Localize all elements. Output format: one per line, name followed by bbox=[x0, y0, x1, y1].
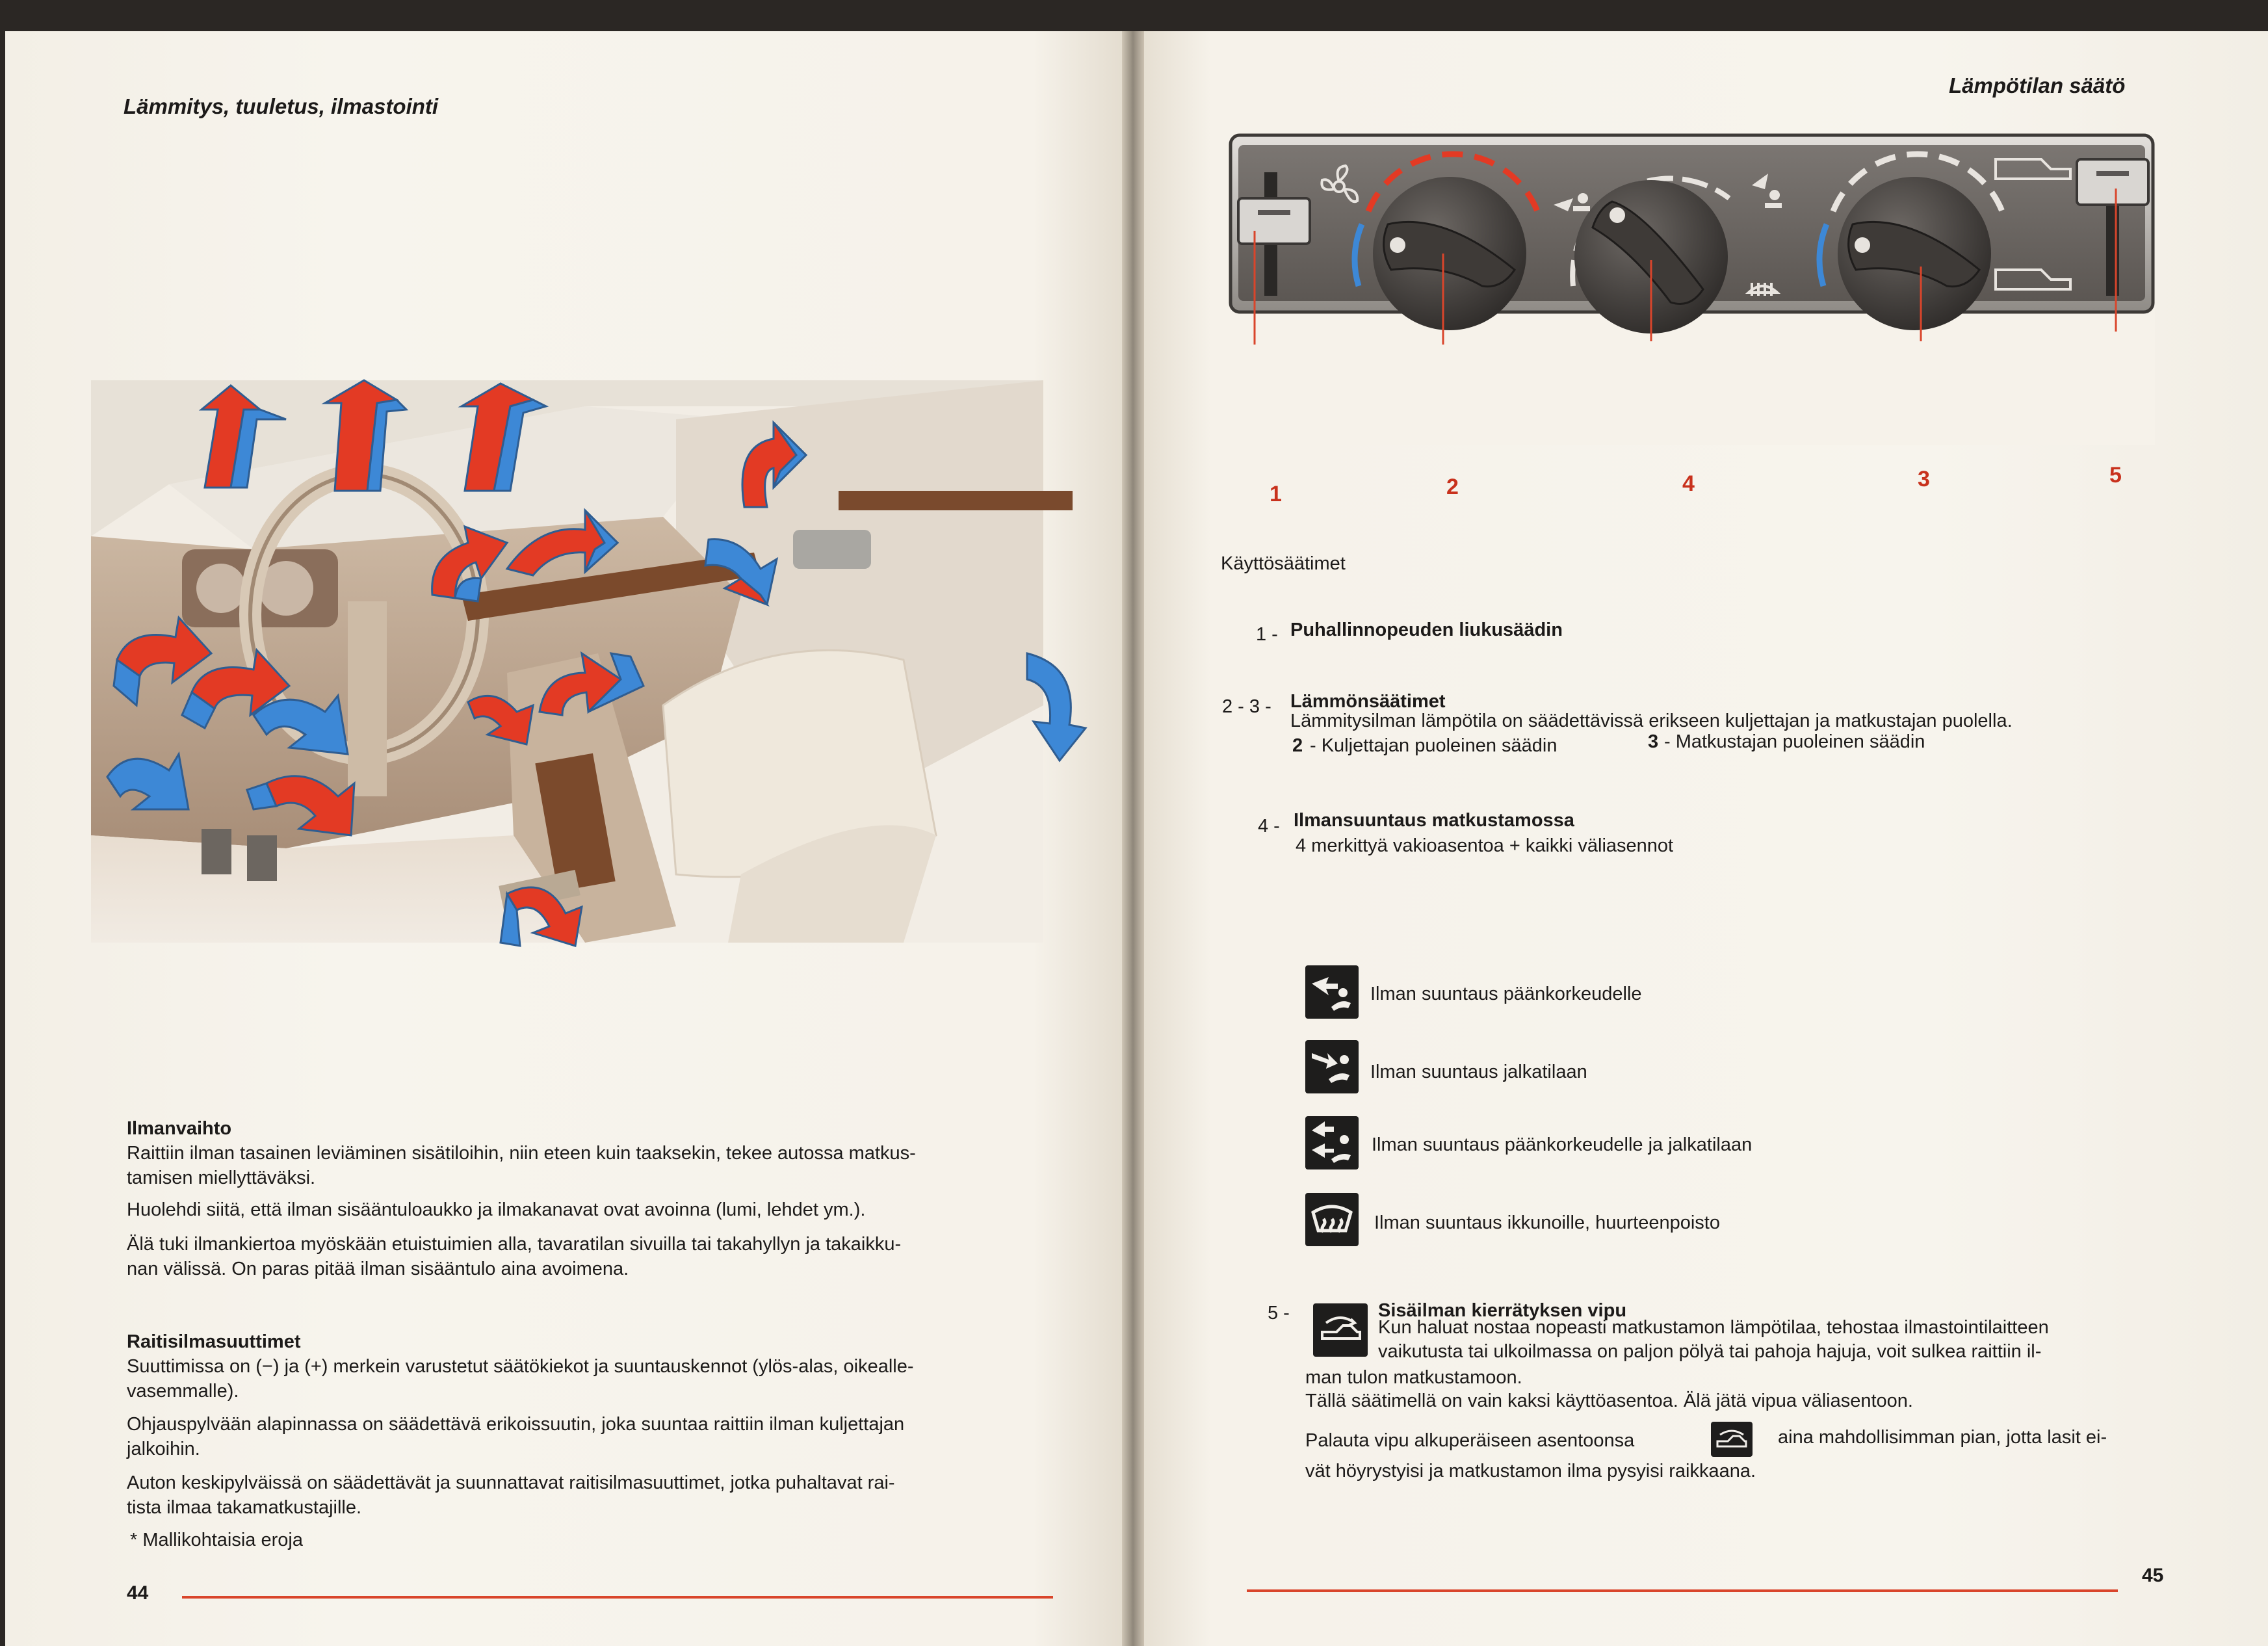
item1-title: Puhallinnopeuden liukusäädin bbox=[1290, 620, 1563, 640]
item4-title: Ilmansuuntaus matkustamossa bbox=[1294, 810, 1574, 831]
recirculation-icon bbox=[1313, 1303, 1368, 1357]
item5-line2: vaikutusta tai ulkoilmassa on paljon pölyä tai pahoja hajuja, voit sulkea raittiin il- bbox=[1378, 1341, 2042, 1362]
foot-vent-icon bbox=[1305, 1040, 1359, 1093]
right-page-header: Lämpötilan säätö bbox=[1949, 73, 2126, 98]
face-vent-label: Ilman suuntaus päänkorkeudelle bbox=[1370, 984, 1642, 1004]
item4-number: 4 - bbox=[1258, 816, 1280, 837]
right-footer-rule bbox=[1247, 1589, 2118, 1592]
raitisilma-p3-line2: tista ilmaa takamatkustajille. bbox=[127, 1497, 362, 1518]
item5-line6: vät höyrystyisi ja matkustamon ilma pysyisi raikkaana. bbox=[1305, 1461, 1756, 1482]
panel-label-3: 3 bbox=[1918, 467, 1930, 491]
panel-label-1: 1 bbox=[1270, 482, 1282, 506]
panel-label-2: 2 bbox=[1446, 475, 1459, 499]
face-vent-icon bbox=[1305, 965, 1359, 1019]
ilmanvaihto-p1-line1: Raittiin ilman tasainen leviäminen sisätiloihin, niin eteen kuin taaksekin, tekee autossa matkus- bbox=[127, 1143, 916, 1164]
item4-description: 4 merkittyä vakioasentoa + kaikki väliasennot bbox=[1296, 835, 1674, 856]
ilmanvaihto-p3-line1: Älä tuki ilmankiertoa myöskään etuistuimien alla, tavaratilan sivuilla tai takahyllyn ja takaikku- bbox=[127, 1234, 902, 1255]
item5-title: Sisäilman kierrätyksen vipu bbox=[1378, 1300, 1627, 1321]
item5-number: 5 - bbox=[1268, 1303, 1290, 1324]
item5-line5-end: aina mahdollisimman pian, jotta lasit ei- bbox=[1778, 1427, 2107, 1448]
face-foot-vent-icon bbox=[1305, 1116, 1359, 1169]
item23-sub3-number: 3 bbox=[1648, 731, 1659, 752]
left-page-header: Lämmitys, tuuletus, ilmastointi bbox=[124, 94, 439, 118]
defrost-icon bbox=[1305, 1193, 1359, 1246]
defrost-label: Ilman suuntaus ikkunoille, huurteenpoisto bbox=[1374, 1212, 1720, 1233]
raitisilma-heading: Raitisilmasuuttimet bbox=[127, 1331, 301, 1352]
left-footer-rule bbox=[182, 1596, 1053, 1599]
ilmanvaihto-heading: Ilmanvaihto bbox=[127, 1118, 232, 1139]
raitisilma-p1-line2: vasemmalle). bbox=[127, 1381, 239, 1402]
raitisilma-p2-line2: jalkoihin. bbox=[127, 1439, 200, 1459]
raitisilma-p3-line1: Auton keskipylväissä on säädettävät ja suunnattavat raitisilmasuuttimet, jotka puhaltavat rai- bbox=[127, 1472, 895, 1493]
car-interior-illustration bbox=[91, 380, 1043, 943]
panel-label-5: 5 bbox=[2109, 463, 2122, 488]
item23-number: 2 - 3 - bbox=[1222, 696, 1271, 717]
controls-section-title: Käyttösäätimet bbox=[1221, 553, 1346, 574]
recirculation-inline-icon bbox=[1711, 1422, 1753, 1457]
item23-sub2-number: 2 bbox=[1292, 735, 1303, 756]
panel-label-4: 4 bbox=[1682, 471, 1695, 496]
ilmanvaihto-p2: Huolehdi siitä, että ilman sisääntuloaukko ja ilmakanavat ovat avoinna (lumi, lehdet ym.). bbox=[127, 1199, 866, 1220]
ilmanvaihto-p1-line2: tamisen miellyttäväksi. bbox=[127, 1168, 316, 1188]
raitisilma-p1-line1: Suuttimissa on (−) ja (+) merkein varustetut säätökiekot ja suuntauskennot (ylös-alas, oikealle- bbox=[127, 1356, 914, 1377]
ilmanvaihto-p3-line2: nan välissä. On paras pitää ilman sisääntulo aina avoimena. bbox=[127, 1259, 629, 1279]
item23-title: Lämmönsäätimet bbox=[1290, 691, 1446, 712]
footnote: * Mallikohtaisia eroja bbox=[130, 1530, 303, 1550]
item23-sub2-text: - Kuljettajan puoleinen säädin bbox=[1310, 735, 1558, 756]
foot-vent-label: Ilman suuntaus jalkatilaan bbox=[1370, 1062, 1587, 1082]
raitisilma-p2-line1: Ohjauspylvään alapinnassa on säädettävä erikoissuutin, joka suuntaa raittiin ilman kuljettajan bbox=[127, 1414, 905, 1435]
item5-line5-start: Palauta vipu alkuperäiseen asentoonsa bbox=[1305, 1430, 1635, 1451]
right-page-number: 45 bbox=[2142, 1565, 2164, 1586]
item23-description: Lämmitysilman lämpötila on säädettävissä erikseen kuljettajan ja matkustajan puolella. bbox=[1290, 711, 2013, 731]
item5-line4: Tällä säätimellä on vain kaksi käyttöasentoa. Älä jätä vipua väliasentoon. bbox=[1305, 1391, 1913, 1411]
climate-control-panel bbox=[1229, 133, 2155, 445]
item23-sub3-text: - Matkustajan puoleinen säädin bbox=[1664, 731, 1925, 752]
book-spine bbox=[1122, 31, 1144, 1646]
face-foot-vent-label: Ilman suuntaus päänkorkeudelle ja jalkatilaan bbox=[1372, 1134, 1753, 1155]
item1-number: 1 - bbox=[1256, 624, 1278, 645]
left-page-number: 44 bbox=[127, 1582, 149, 1604]
item5-line1: Kun haluat nostaa nopeasti matkustamon lämpötilaa, tehostaa ilmastointilaitteen bbox=[1378, 1317, 2049, 1338]
item5-line3: man tulon matkustamoon. bbox=[1305, 1367, 1522, 1388]
